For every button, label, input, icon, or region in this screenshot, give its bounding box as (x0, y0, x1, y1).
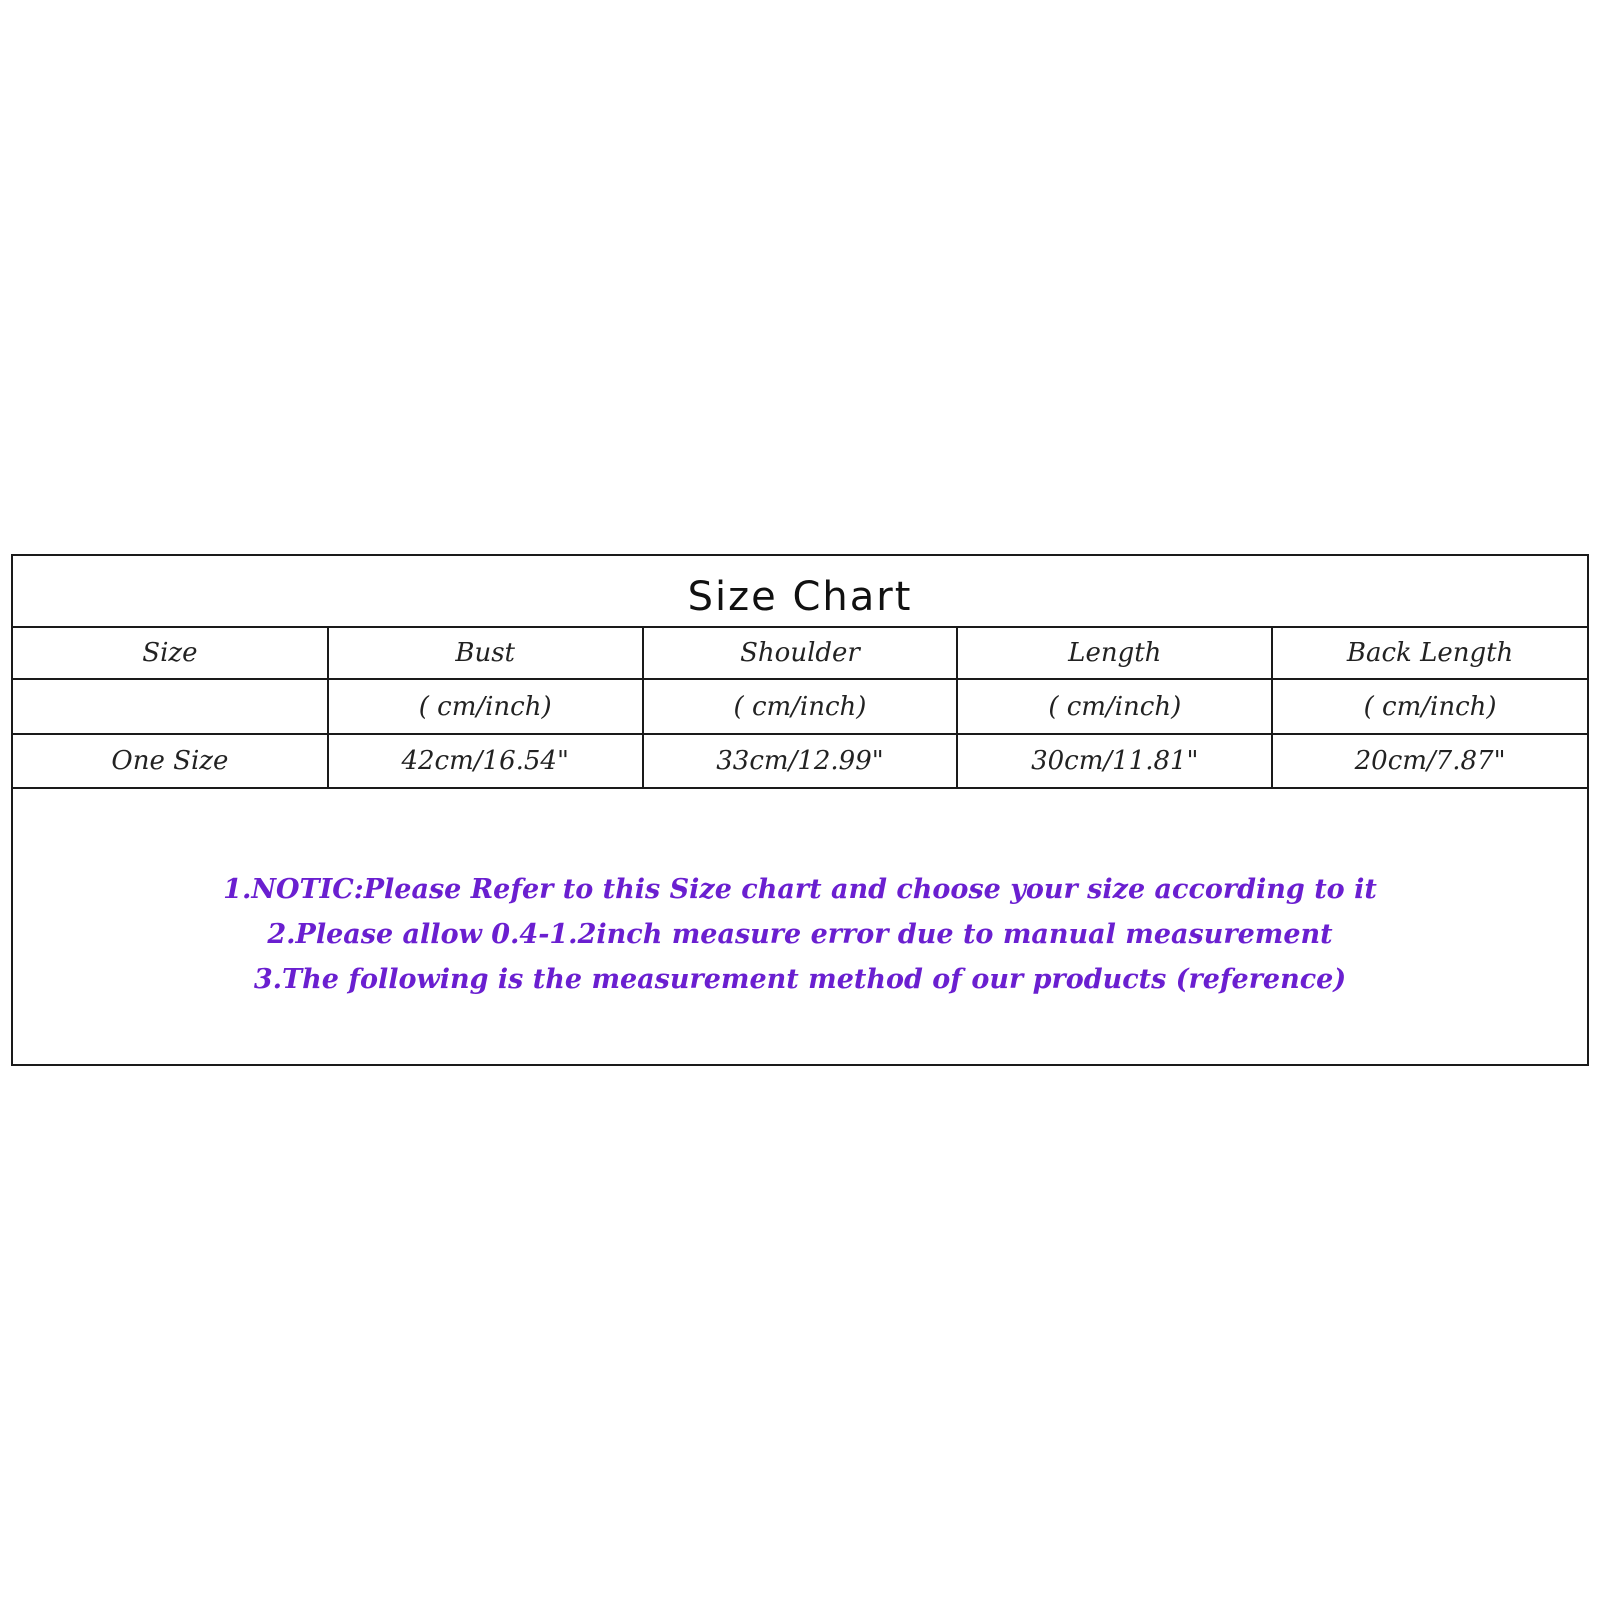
units-cell-bust: ( cm/inch) (328, 679, 643, 734)
table-header-row (13, 628, 1587, 679)
cell-size: One Size (13, 734, 328, 788)
column-header-size: Size (13, 628, 328, 679)
column-header-length: Length (957, 628, 1272, 679)
size-chart (11, 554, 1589, 1066)
cell-back-length: 20cm/7.87" (1272, 734, 1587, 788)
cell-bust: 42cm/16.54" (328, 734, 643, 788)
table-units-row (13, 679, 1587, 734)
cell-shoulder: 33cm/12.99" (643, 734, 958, 788)
note-line-3: 3.The following is the measurement method of our products (reference) (253, 964, 1347, 995)
size-chart-title: Size Chart (687, 574, 913, 620)
units-cell-length: ( cm/inch) (957, 679, 1272, 734)
table-row (13, 734, 1587, 788)
note-line-1: 1.NOTIC:Please Refer to this Size chart and choose your size according to it (223, 874, 1377, 905)
column-header-bust: Bust (328, 628, 643, 679)
note-line-2: 2.Please allow 0.4-1.2inch measure error due to manual measurement (267, 919, 1333, 950)
units-cell-size (13, 679, 328, 734)
column-header-back-length: Back Length (1272, 628, 1587, 679)
column-header-shoulder: Shoulder (643, 628, 958, 679)
size-chart-title-row (13, 556, 1587, 628)
size-table (13, 628, 1587, 789)
notes-section (13, 867, 1587, 1002)
units-cell-shoulder: ( cm/inch) (643, 679, 958, 734)
cell-length: 30cm/11.81" (957, 734, 1272, 788)
units-cell-back-length: ( cm/inch) (1272, 679, 1587, 734)
